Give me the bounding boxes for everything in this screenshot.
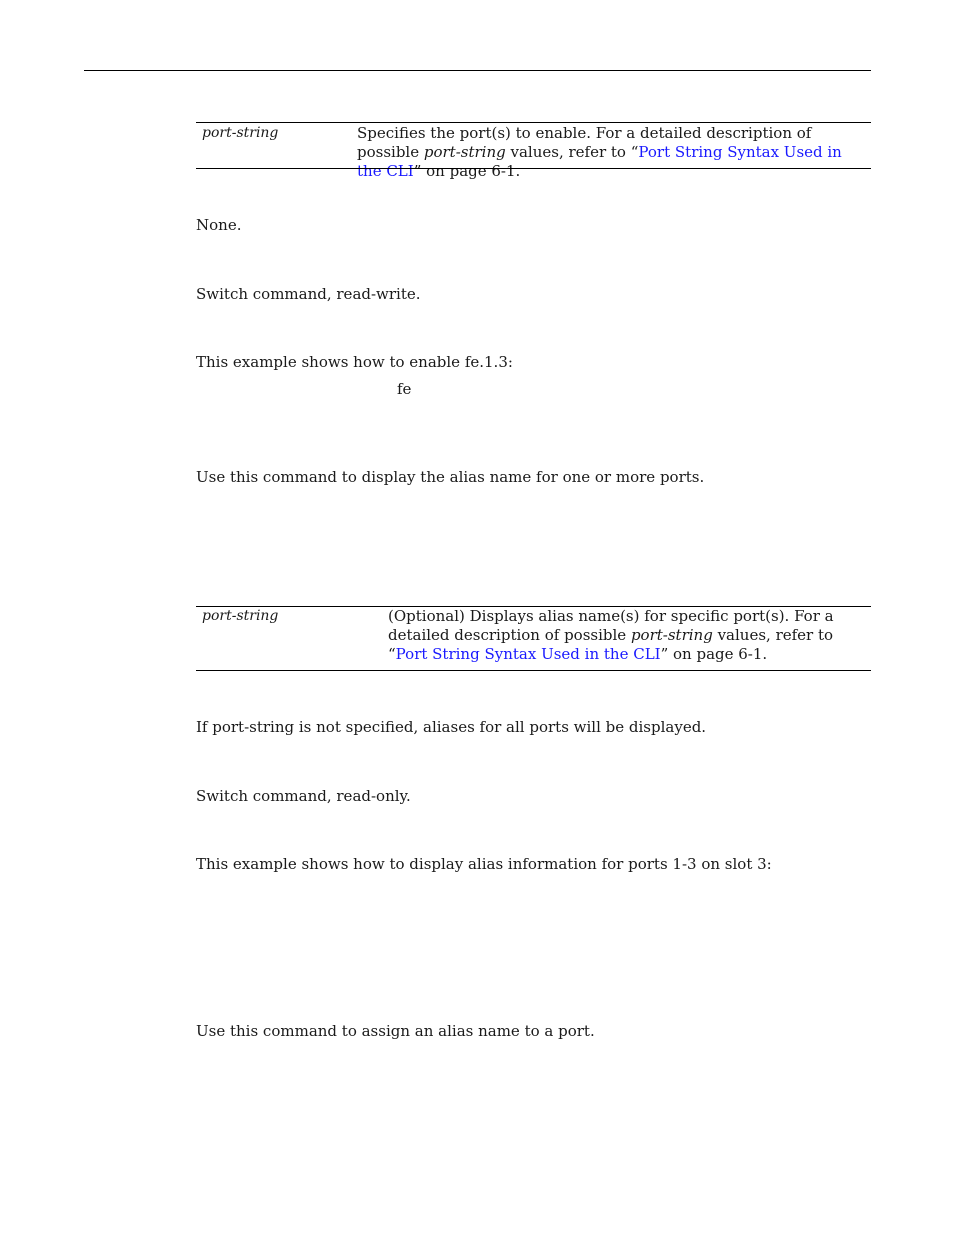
mode1-text: Switch command, read-write.: [196, 285, 421, 303]
table1-desc-text: Specifies the port(s) to enable. For a detailed description of possible: [357, 124, 812, 161]
command2-description: Use this command to display the alias name for one or more ports.: [196, 468, 705, 486]
table1-param-name: port-string: [202, 125, 279, 141]
header-rule: [84, 70, 871, 71]
table2-desc-text-mid: values, refer to “: [388, 626, 834, 663]
mode2-text: Switch command, read-only.: [196, 787, 411, 805]
table2-desc-italic: port-string: [630, 626, 713, 644]
table1-top-rule: [196, 122, 871, 123]
table1-desc-text-mid: values, refer to “: [505, 143, 639, 161]
table1-port-string-link[interactable]: Port String Syntax Used in the CLI: [357, 143, 842, 180]
command3-description: Use this command to assign an alias name to a port.: [196, 1022, 595, 1040]
table1-desc-text-post: ” on page 6-1.: [413, 162, 521, 180]
example1-code: fe: [397, 380, 412, 398]
table2-bottom-rule: [196, 670, 871, 671]
table1-param-description: [357, 124, 862, 181]
defaults1-text: None.: [196, 216, 242, 234]
defaults2-text: If port-string is not specified, aliases for all ports will be displayed.: [196, 718, 707, 736]
table2-param-name: port-string: [202, 608, 279, 624]
table2-desc-text: (Optional) Displays alias name(s) for specific port(s). For a detailed description of possible: [388, 607, 834, 644]
table1-bottom-rule: [196, 168, 871, 169]
table2-param-description: [388, 607, 866, 664]
table2-port-string-link[interactable]: Port String Syntax Used in the CLI: [395, 645, 661, 663]
table1-desc-italic: port-string: [423, 143, 506, 161]
example1-text: This example shows how to enable fe.1.3:: [196, 353, 513, 371]
example2-text: This example shows how to display alias information for ports 1-3 on slot 3:: [196, 855, 772, 873]
table2-desc-text-post: ” on page 6-1.: [660, 645, 768, 663]
